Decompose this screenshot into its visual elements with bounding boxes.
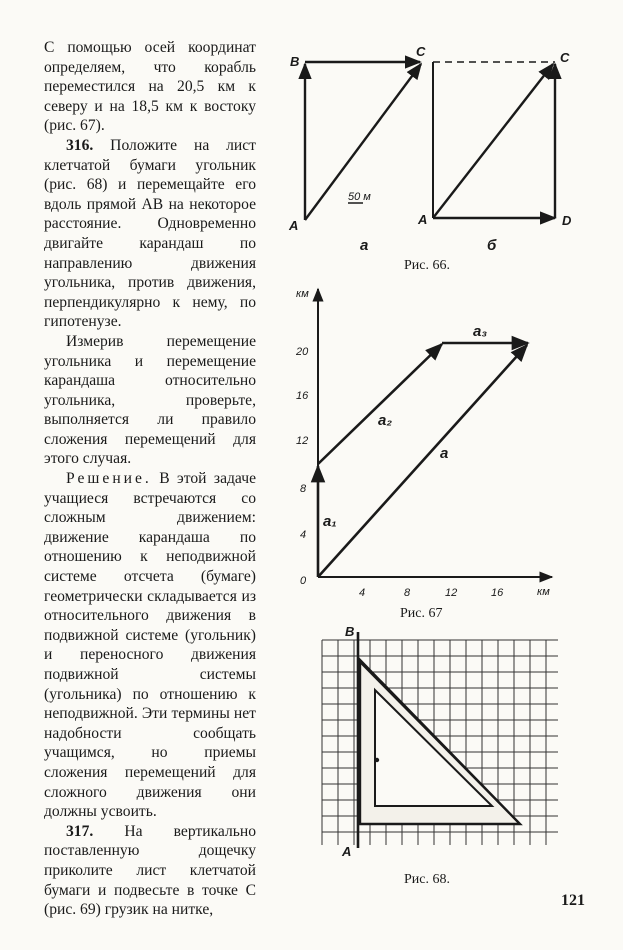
page-number: 121 xyxy=(561,892,585,909)
fig67-label-a1: a₁ xyxy=(323,513,337,530)
fig67-x-tick-12: 12 xyxy=(445,587,458,599)
fig66a-label-C: C xyxy=(416,44,426,59)
fig67-vector-a2 xyxy=(318,344,442,464)
fig66-sublabel-a: а xyxy=(360,237,369,254)
fig68-drawing xyxy=(358,632,520,848)
fig67-x-tick-16: 16 xyxy=(491,587,504,599)
fig66b-label-D: D xyxy=(562,213,572,228)
fig66b-label-A: A xyxy=(418,212,428,227)
fig66a-label-A: A xyxy=(289,218,299,233)
fig68-pin-dot xyxy=(375,758,379,762)
fig67-x-tick-8: 8 xyxy=(404,587,411,599)
fig68-label-A: A xyxy=(342,844,352,859)
fig67-x-unit: км xyxy=(537,586,550,598)
fig67-label-a3: a₃ xyxy=(473,323,488,340)
fig66-caption: Рис. 66. xyxy=(404,258,450,273)
fig67-label-a: a xyxy=(440,445,449,462)
fig67-chart xyxy=(318,289,552,577)
fig67-caption: Рис. 67 xyxy=(400,606,443,621)
fig68-caption: Рис. 68. xyxy=(404,872,450,887)
fig67-vector-a xyxy=(318,345,527,577)
fig67-y-tick-4: 4 xyxy=(300,529,307,541)
problem-316-text: Положите на лист клетчатой бумаги угольник (рис. 68) и перемещайте его вдоль прямой AB на некоторое расстояние. Одновременно двигайте карандаш по направлению движения угольника, против движения, перпендикулярно к нему, по гипотенузе. xyxy=(44,136,256,331)
problem-number-316: 316. xyxy=(66,136,94,154)
fig66-sublabel-b: б xyxy=(487,237,497,254)
problem-317-text: На вертикально поставленную дощечку приколите лист клетчатой бумаги и подвесьте в точке С (рис. 69) грузик на нитке, xyxy=(44,822,256,919)
problem-number-317: 317. xyxy=(66,822,94,840)
fig67-y-unit: км xyxy=(296,288,309,300)
fig67-x-tick-4: 4 xyxy=(359,587,366,599)
fig66a-scale-label: 50 м xyxy=(348,191,371,203)
fig67-y-tick-0: 0 xyxy=(300,575,307,587)
solution-heading: Решение. xyxy=(66,470,152,488)
fig67-label-a2: a₂ xyxy=(378,412,393,429)
fig66b-vector-AC xyxy=(433,64,553,218)
fig67-y-tick-12: 12 xyxy=(296,435,309,447)
fig68-label-B: B xyxy=(345,624,355,639)
fig67-y-tick-16: 16 xyxy=(296,390,309,402)
paragraph-1: С помощью осей координат определяем, что корабль переместился на 20,5 км к северу и на 18,5 км к востоку (рис. 67). xyxy=(44,39,256,135)
solution-text: В этой задаче учащиеся встречаются со сложным движением: движение карандаша по отношению к неподвижной системе отсчета (бумаге) геометрически складывается из относительного движения в подвижной системе (угольник) и переносного движения подвижной системы (угольника) по отношению к неподвижной. Эти термины нет надобности сообщать учащимся, но приемы сложения перемещений для сложного движения они должны усвоить. xyxy=(44,470,256,821)
paragraph-3: Измерив перемещение угольника и перемещение карандаша относительно угольника, проверьте, выполняется ли правило сложения перемещений для этого случая. xyxy=(44,332,256,468)
fig67-y-tick-20: 20 xyxy=(296,346,309,358)
fig66a-label-B: B xyxy=(290,54,300,69)
fig67-y-tick-8: 8 xyxy=(300,483,307,495)
fig66-b xyxy=(433,62,555,218)
fig66b-label-C: C xyxy=(560,50,570,65)
